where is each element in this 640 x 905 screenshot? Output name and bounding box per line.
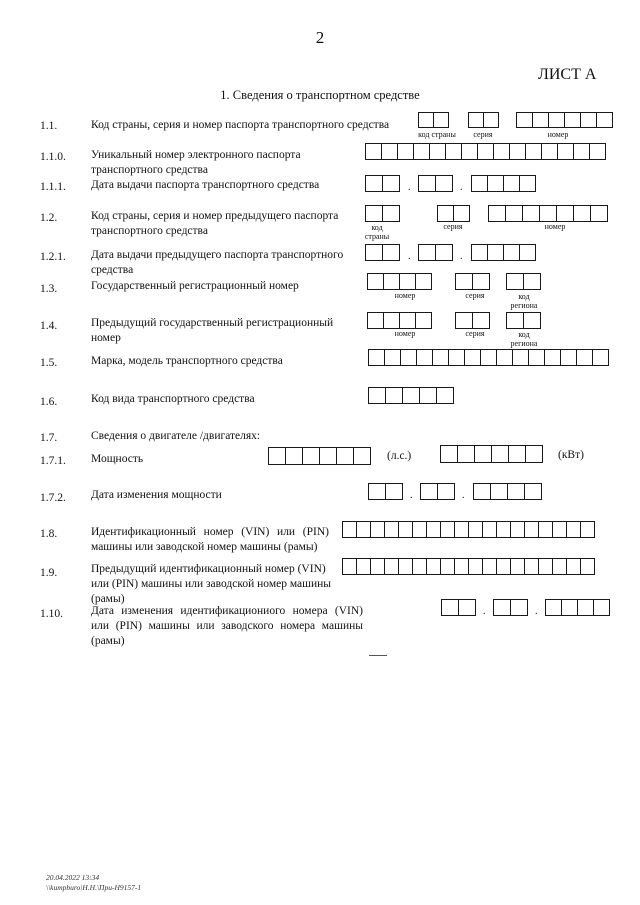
electronic-passport-number-boxes[interactable] <box>365 143 606 160</box>
row-label: Дата выдачи паспорта транспортного средства <box>91 179 320 191</box>
row-number: 1.6. <box>40 396 58 408</box>
vehicle-type-code-boxes[interactable] <box>368 387 454 404</box>
power-kw-boxes[interactable] <box>440 445 543 463</box>
row-number: 1.9. <box>40 567 58 579</box>
caption-series: серия <box>465 291 485 300</box>
prev-reg-series-boxes[interactable] <box>455 312 490 329</box>
date-separator: . <box>408 251 411 262</box>
row-number: 1.4. <box>40 320 58 332</box>
prev-series-boxes[interactable] <box>437 205 470 222</box>
row-label: Предыдущий государственный регистрационный номер <box>91 317 334 344</box>
row-label: Дата изменения идентификациониого номера (VIN) или (PIN) машины или заводского номера машины (рамы) <box>91 605 363 647</box>
row-number: 1.10. <box>40 608 63 620</box>
row-number: 1.2. <box>40 212 58 224</box>
unit-kw: (кВт) <box>558 449 584 461</box>
row-label: Код страны, серия и номер предыдущего паспорта транспортного средства <box>91 210 339 237</box>
reg-number-boxes[interactable] <box>367 273 432 290</box>
date-separator: . <box>460 182 463 193</box>
caption-series: серия <box>473 130 493 139</box>
footer-date: 20.04.2022 13:34 <box>46 873 100 882</box>
caption-country-code: код страны <box>418 130 456 139</box>
row-label: Код вида транспортного средства <box>91 393 255 405</box>
row-label: Государственный регистрационный номер <box>91 280 299 292</box>
page-number: 2 <box>315 28 325 47</box>
reg-series-boxes[interactable] <box>455 273 490 290</box>
row-number: 1.7.2. <box>40 492 66 504</box>
caption-number: номер <box>544 222 566 231</box>
power-change-year-boxes[interactable] <box>473 483 542 500</box>
sheet-label: ЛИСТ А <box>538 66 597 83</box>
row-label: Дата выдачи предыдущего паспорта транспортного средства <box>91 249 344 276</box>
row-label: Идентификационный номер (VIN) или (PIN) машины или заводской номер машины (рамы) <box>91 526 329 553</box>
caption-number: номер <box>394 329 416 338</box>
row-number: 1.1.0. <box>40 151 66 163</box>
passport-number-boxes[interactable] <box>516 112 613 128</box>
vin-change-day-boxes[interactable] <box>441 599 476 616</box>
make-model-boxes[interactable] <box>368 349 609 366</box>
prev-country-code-boxes[interactable] <box>365 205 400 222</box>
caption-number: номер <box>547 130 569 139</box>
prev-issue-date-year-boxes[interactable] <box>471 244 536 261</box>
date-separator: . <box>460 251 463 262</box>
prev-reg-number-boxes[interactable] <box>367 312 432 329</box>
prev-passport-number-boxes[interactable] <box>488 205 608 222</box>
reg-region-code-boxes[interactable] <box>506 273 541 290</box>
issue-date-month-boxes[interactable] <box>418 175 453 192</box>
row-label: Код страны, серия и номер паспорта транспортного средства <box>91 119 390 131</box>
row-number: 1.5. <box>40 357 58 369</box>
footer-file-path: \\kumpburo\Н.Н.\При-Н9157-1 <box>46 883 142 892</box>
caption-country-code: код страны <box>364 223 390 241</box>
row-number: 1.8. <box>40 528 58 540</box>
series-boxes[interactable] <box>468 112 499 128</box>
row-number: 1.1.1. <box>40 181 66 193</box>
row-label: Марка, модель транспортного средства <box>91 355 283 367</box>
date-separator: . <box>483 606 486 617</box>
date-separator: . <box>462 490 465 501</box>
date-separator: . <box>410 490 413 501</box>
unit-hp: (л.с.) <box>387 450 412 462</box>
row-number: 1.3. <box>40 283 58 295</box>
section-title: 1. Сведения о транспортном средстве <box>220 88 420 102</box>
caption-number: номер <box>394 291 416 300</box>
end-divider <box>369 655 387 656</box>
power-hp-boxes[interactable] <box>268 447 371 465</box>
vin-boxes[interactable] <box>342 521 595 538</box>
date-separator: . <box>535 606 538 617</box>
issue-date-year-boxes[interactable] <box>471 175 536 192</box>
row-number: 1.2.1. <box>40 251 66 263</box>
caption-region-code: код региона <box>510 330 538 348</box>
row-label: Мощность <box>91 453 144 465</box>
issue-date-day-boxes[interactable] <box>365 175 400 192</box>
row-number: 1.7. <box>40 432 58 444</box>
date-separator: . <box>408 182 411 193</box>
row-label: Дата изменения мощности <box>91 489 222 501</box>
power-change-month-boxes[interactable] <box>420 483 455 500</box>
country-code-boxes[interactable] <box>418 112 449 128</box>
prev-reg-region-code-boxes[interactable] <box>506 312 541 329</box>
caption-series: серия <box>465 329 485 338</box>
row-label: Сведения о двигателе /двигателях: <box>91 430 261 442</box>
prev-issue-date-month-boxes[interactable] <box>418 244 453 261</box>
row-label: Уникальный номер электронного паспорта транспортного средства <box>91 149 301 176</box>
caption-region-code: код региона <box>510 292 538 310</box>
prev-vin-boxes[interactable] <box>342 558 595 575</box>
prev-issue-date-day-boxes[interactable] <box>365 244 400 261</box>
vin-change-year-boxes[interactable] <box>545 599 610 616</box>
vin-change-month-boxes[interactable] <box>493 599 528 616</box>
row-number: 1.7.1. <box>40 455 66 467</box>
row-number: 1.1. <box>40 120 58 132</box>
caption-series: серия <box>443 222 463 231</box>
row-label: Предыдущий идентификационный номер (VIN) или (PIN) машины или заводской номер машины (рамы) <box>91 563 332 605</box>
power-change-day-boxes[interactable] <box>368 483 403 500</box>
